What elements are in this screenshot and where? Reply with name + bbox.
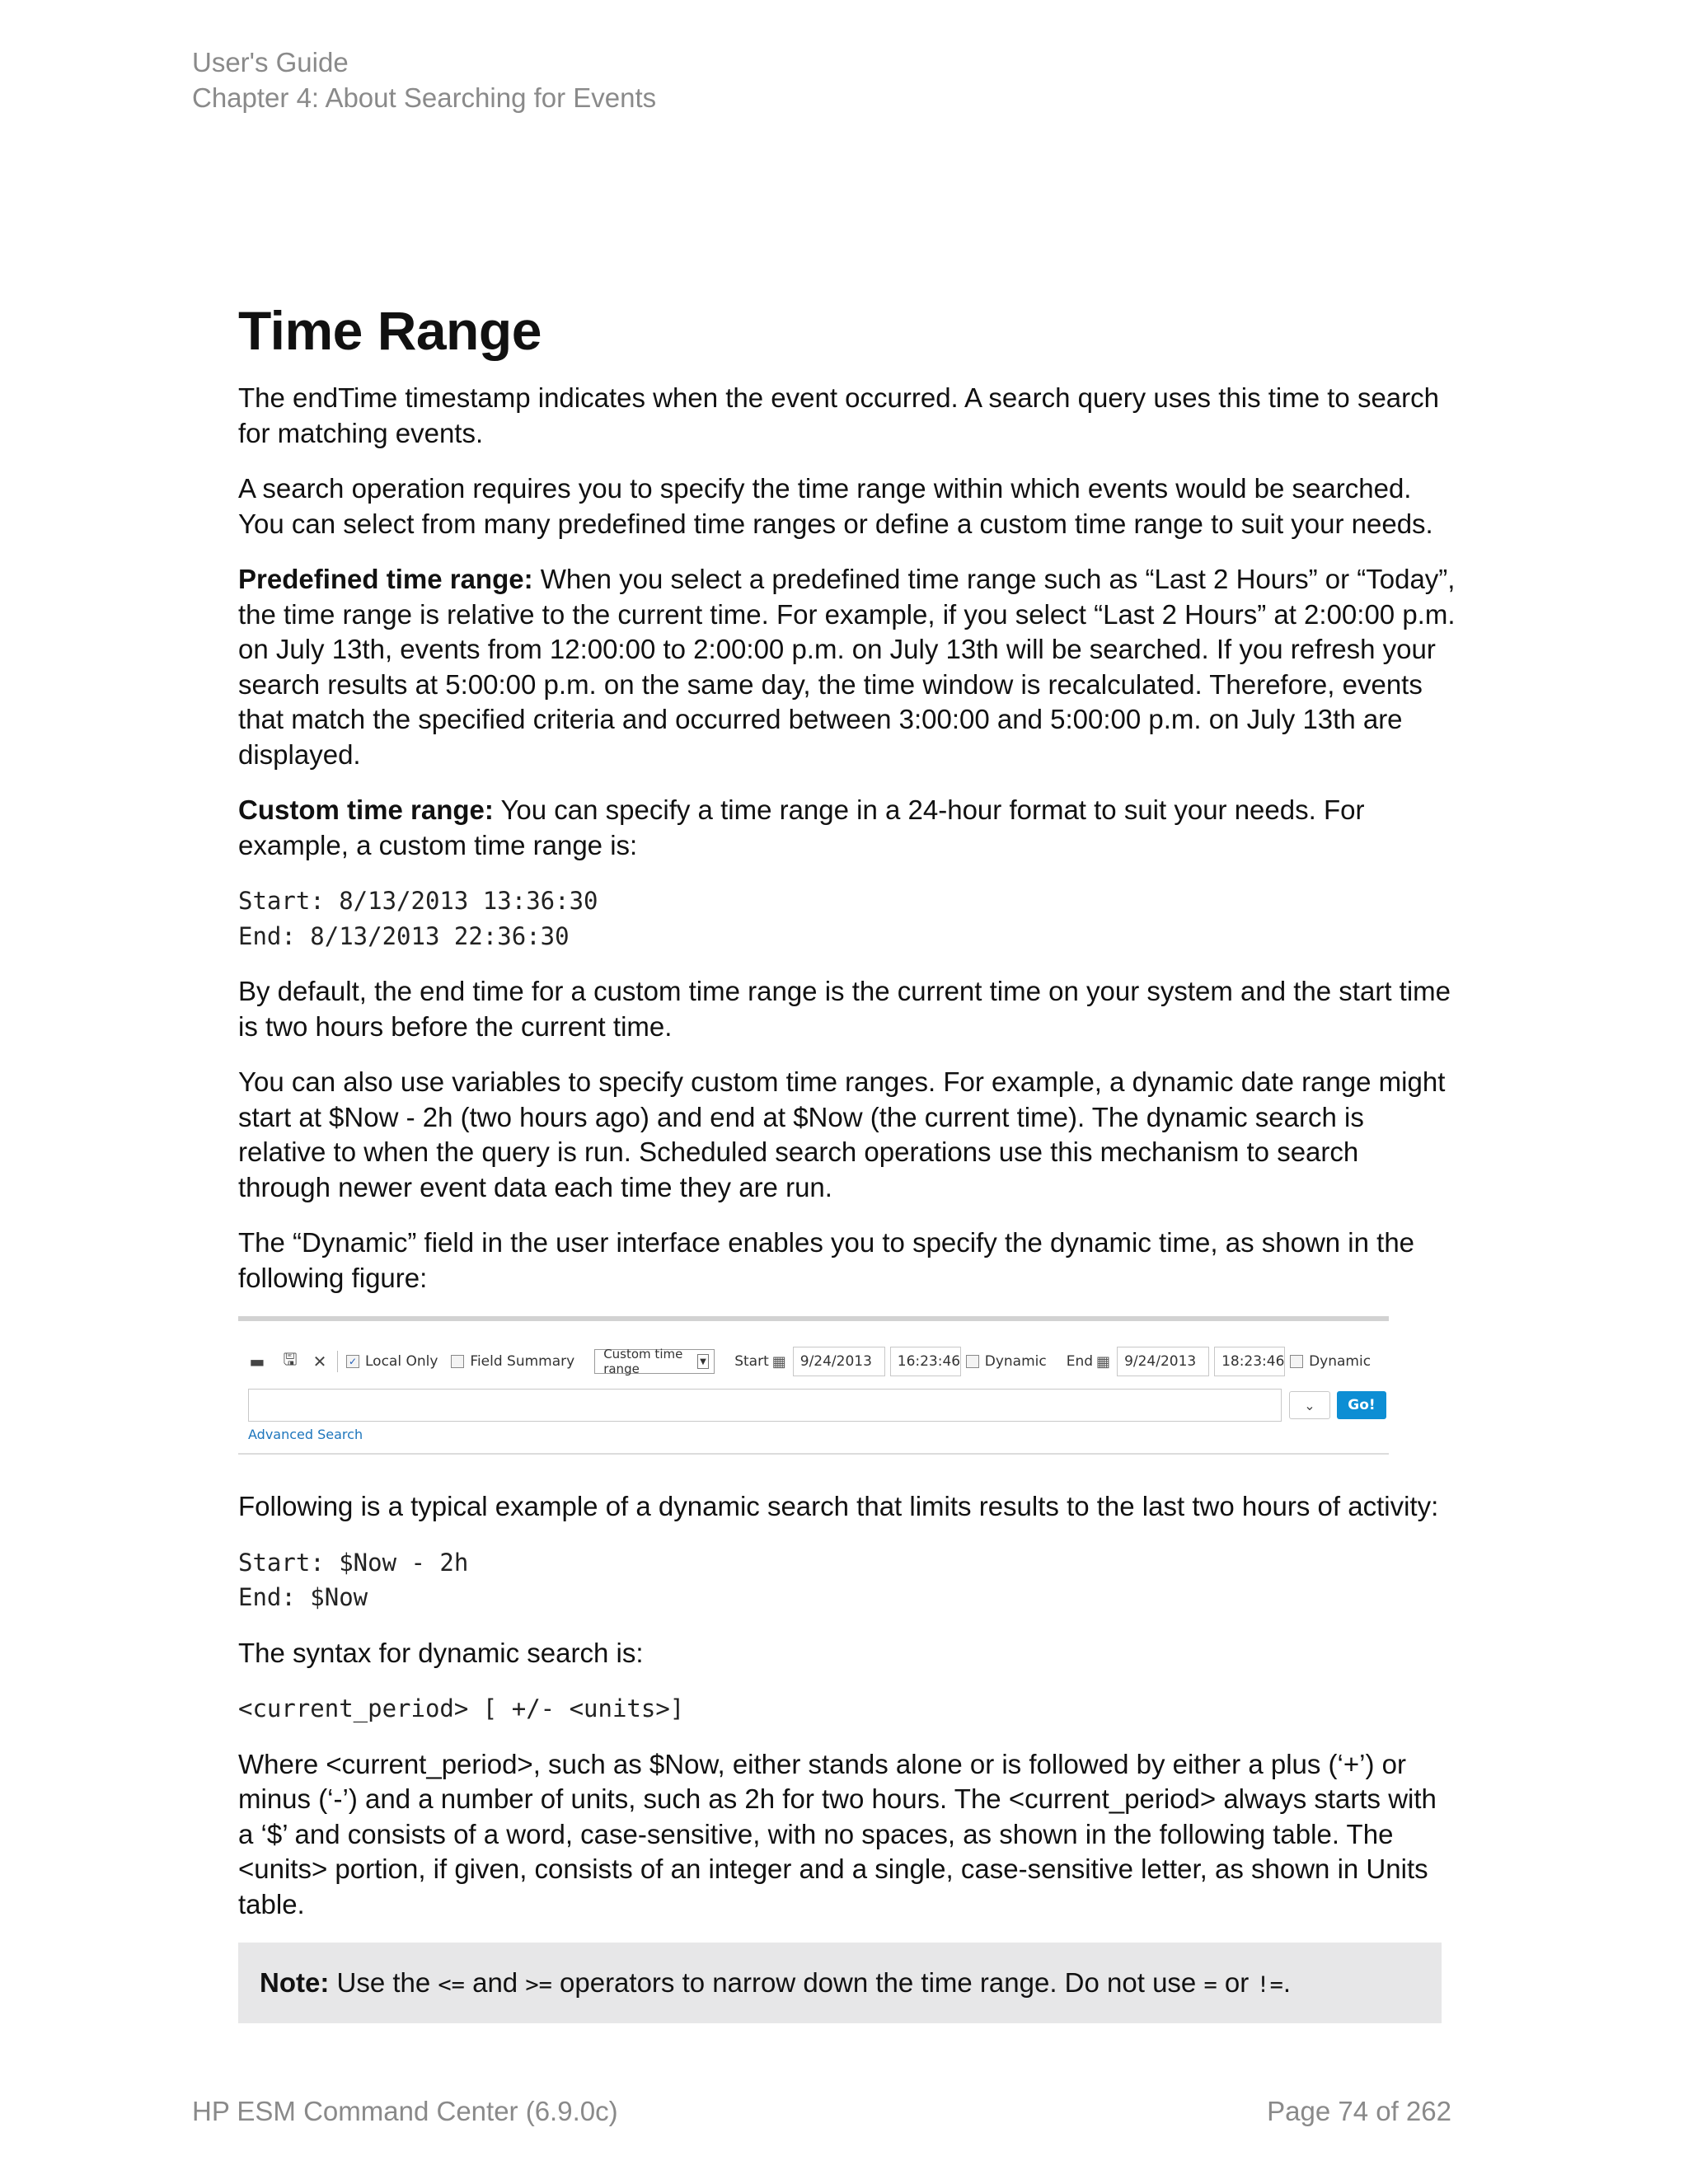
code-line-start: Start: 8/13/2013 13:36:30 bbox=[238, 887, 598, 915]
save-icon[interactable]: 🖫 bbox=[283, 1349, 298, 1369]
custom-text: You can specify a time range in a 24-hour format to suit your needs. For example, a custom time range is: bbox=[238, 794, 1365, 860]
note-label: Note: bbox=[260, 1967, 330, 1998]
note-text: operators to narrow down the time range. Do not use bbox=[551, 1967, 1204, 1998]
paragraph-typical-example: Following is a typical example of a dynamic search that limits results to the last two hours of activity: bbox=[238, 1491, 1439, 1521]
chevron-down-icon: ⌄ bbox=[1304, 1397, 1315, 1413]
note-operator: = bbox=[1203, 1972, 1217, 1998]
end-label: End bbox=[1066, 1353, 1094, 1370]
code-line-start: Start: $Now - 2h bbox=[238, 1548, 469, 1577]
code-line-end: End: $Now bbox=[238, 1583, 368, 1611]
syntax-code bbox=[238, 1691, 1458, 1727]
note-box bbox=[238, 1943, 1442, 2023]
time-range-value: Custom time range bbox=[603, 1347, 683, 1376]
chevron-down-icon: ▼ bbox=[697, 1354, 710, 1369]
product-name: HP ESM Command Center (6.9.0c) bbox=[192, 2096, 618, 2126]
search-input[interactable] bbox=[248, 1389, 1282, 1422]
search-toolbar-figure bbox=[238, 1316, 1389, 1455]
note-text: Use the bbox=[329, 1967, 438, 1998]
start-label: Start bbox=[734, 1353, 769, 1370]
note-operator: != bbox=[1256, 1972, 1283, 1998]
note-text: or bbox=[1217, 1967, 1257, 1998]
section-title: Time Range bbox=[238, 300, 542, 361]
main-content bbox=[238, 295, 1458, 2023]
end-date-field[interactable]: 9/24/2013 bbox=[1117, 1347, 1209, 1376]
paragraph-variables: You can also use variables to specify custom time ranges. For example, a dynamic date range might start at $Now - 2h (two hours ago) and end at $Now (the current time). The dynamic search is relative to when the query is run. Scheduled search operations use this mechanism to search through newer event data each time they are run. bbox=[238, 1066, 1446, 1202]
start-dynamic-checkbox[interactable] bbox=[966, 1355, 979, 1368]
note-operator: >= bbox=[525, 1972, 552, 1998]
page-footer bbox=[192, 2093, 1451, 2129]
page-header bbox=[192, 45, 656, 115]
note-operator: <= bbox=[438, 1972, 465, 1998]
end-dynamic-checkbox[interactable] bbox=[1290, 1355, 1303, 1368]
go-button[interactable]: Go! bbox=[1337, 1391, 1386, 1419]
page-number: Page 74 of 262 bbox=[1267, 2096, 1451, 2126]
guide-title: User's Guide bbox=[192, 47, 349, 77]
paragraph-search-operation: A search operation requires you to specify the time range within which events would be searched. You can select from many predefined time ranges or define a custom time range to suit your needs. bbox=[238, 473, 1433, 539]
paragraph-default: By default, the end time for a custom time range is the current time on your system and the start time is two hours before the current time. bbox=[238, 976, 1451, 1042]
start-dynamic-label: Dynamic bbox=[984, 1353, 1047, 1370]
folder-icon[interactable]: ▬ bbox=[249, 1352, 265, 1371]
dynamic-range-code bbox=[238, 1545, 1458, 1615]
paragraph-where: Where <current_period>, such as $Now, either stands alone or is followed by either a plus (‘+’) or minus (‘-’) and a number of units, such as 2h for two hours. The <current_period> always starts with a ‘$’ and consists of a word, case-sensitive, with no spaces, as shown in the following table. The <units> portion, if given, consists of an integer and a single, case-sensitive letter, as shown in Units table. bbox=[238, 1748, 1437, 1919]
paragraph-custom bbox=[238, 793, 1458, 863]
time-range-select[interactable] bbox=[594, 1349, 715, 1374]
chapter-title: Chapter 4: About Searching for Events bbox=[192, 82, 657, 113]
predefined-text: When you select a predefined time range such as “Last 2 Hours” or “Today”, the time range is relative to the current time. For example, if you select “Last 2 Hours” at 2:00:00 p.m. on July 13th, events from 12:00:00 to 2:00:00 p.m. on July 13th will be searched. If you refresh your search results at 5:00:00 p.m. on the same day, the time window is recalculated. Therefore, events that match the specified criteria and occurred between 3:00:00 and 5:00:00 p.m. on July 13th are displayed. bbox=[238, 564, 1456, 770]
local-only-label: Local Only bbox=[365, 1353, 438, 1370]
code-line-end: End: 8/13/2013 22:36:30 bbox=[238, 921, 570, 950]
field-summary-label: Field Summary bbox=[470, 1353, 575, 1370]
start-date-field[interactable]: 9/24/2013 bbox=[793, 1347, 885, 1376]
custom-range-code bbox=[238, 883, 1458, 954]
paragraph-predefined bbox=[238, 562, 1458, 772]
predefined-label: Predefined time range: bbox=[238, 564, 533, 594]
custom-label: Custom time range: bbox=[238, 794, 494, 825]
calendar-icon[interactable]: ▦ bbox=[1096, 1352, 1111, 1371]
end-dynamic-label: Dynamic bbox=[1309, 1353, 1372, 1370]
note-text: and bbox=[464, 1967, 526, 1998]
paragraph-syntax: The syntax for dynamic search is: bbox=[238, 1637, 644, 1668]
paragraph-endtime: The endTime timestamp indicates when the event occurred. A search query uses this time to search for matching events. bbox=[238, 382, 1439, 448]
advanced-search-link[interactable]: Advanced Search bbox=[248, 1427, 363, 1442]
note-text: . bbox=[1282, 1967, 1292, 1998]
calendar-icon[interactable]: ▦ bbox=[771, 1352, 786, 1371]
field-summary-checkbox[interactable] bbox=[451, 1355, 464, 1368]
end-time-field[interactable]: 18:23:46 bbox=[1214, 1347, 1285, 1376]
close-icon[interactable]: ✕ bbox=[312, 1352, 327, 1371]
paragraph-dynamic-field: The “Dynamic” field in the user interface enables you to specify the dynamic time, as shown in the following figure: bbox=[238, 1227, 1415, 1293]
code-line-syntax: <current_period> [ +/- <units>] bbox=[238, 1694, 685, 1722]
start-time-field[interactable]: 16:23:46 bbox=[890, 1347, 961, 1376]
search-history-dropdown[interactable] bbox=[1289, 1391, 1330, 1419]
toolbar-divider bbox=[337, 1351, 338, 1372]
local-only-checkbox[interactable]: ✓ bbox=[346, 1355, 359, 1368]
search-toolbar bbox=[238, 1347, 1389, 1376]
